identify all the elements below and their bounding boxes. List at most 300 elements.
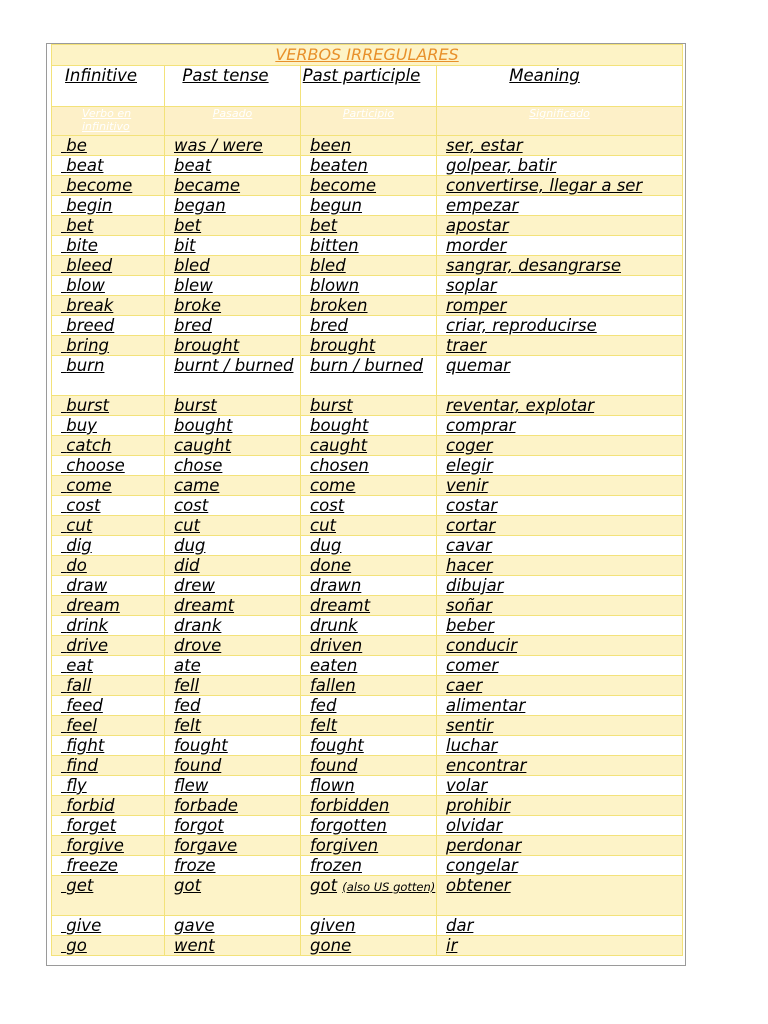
verb-infinitive: draw bbox=[66, 576, 108, 595]
verb-past-tense-cell bbox=[165, 876, 301, 916]
verb-past-tense: caught bbox=[174, 436, 232, 455]
verb-infinitive: catch bbox=[66, 436, 112, 455]
verb-meaning: venir bbox=[446, 476, 488, 495]
verb-past-tense-cell bbox=[165, 336, 301, 356]
verb-past-participle-cell bbox=[301, 556, 437, 576]
verb-infinitive-cell bbox=[52, 756, 165, 776]
verb-past-tense: beat bbox=[174, 156, 212, 175]
verb-past-participle-cell bbox=[301, 656, 437, 676]
verb-meaning: empezar bbox=[446, 196, 519, 215]
verb-infinitive: bet bbox=[66, 216, 94, 235]
verb-past-participle-cell bbox=[301, 296, 437, 316]
verb-past-participle: bought bbox=[310, 416, 369, 435]
verb-past-tense-cell bbox=[165, 676, 301, 696]
verb-past-tense-cell bbox=[165, 396, 301, 416]
verb-past-tense: did bbox=[174, 556, 200, 575]
verb-past-tense-cell bbox=[165, 556, 301, 576]
verb-infinitive: feel bbox=[66, 716, 97, 735]
verb-meaning: dibujar bbox=[446, 576, 504, 595]
verb-past-tense: chose bbox=[174, 456, 223, 475]
verb-past-tense: became bbox=[174, 176, 241, 195]
verb-past-tense: bled bbox=[174, 256, 210, 275]
verb-meaning: sangrar, desangrarse bbox=[446, 256, 621, 275]
table-row bbox=[52, 776, 683, 796]
verb-infinitive-cell bbox=[52, 136, 165, 156]
verb-infinitive-cell bbox=[52, 316, 165, 336]
table-row bbox=[52, 936, 683, 956]
verb-past-participle: given bbox=[310, 916, 356, 935]
verb-infinitive: burst bbox=[66, 396, 110, 415]
verb-infinitive-cell bbox=[52, 476, 165, 496]
subheader-past-participle: Participio bbox=[301, 107, 437, 136]
verb-past-participle-cell bbox=[301, 536, 437, 556]
verb-past-tense: ate bbox=[174, 656, 201, 675]
verb-past-participle-cell bbox=[301, 316, 437, 336]
verb-past-tense-cell bbox=[165, 216, 301, 236]
verb-past-tense: drank bbox=[174, 616, 222, 635]
verb-past-tense: fought bbox=[174, 736, 228, 755]
verb-meaning-cell bbox=[437, 436, 683, 456]
verb-past-tense-cell bbox=[165, 176, 301, 196]
verb-past-tense-cell bbox=[165, 356, 301, 396]
verb-infinitive-cell bbox=[52, 636, 165, 656]
verb-infinitive-cell bbox=[52, 496, 165, 516]
verb-past-participle-cell bbox=[301, 176, 437, 196]
verb-infinitive-cell bbox=[52, 456, 165, 476]
verb-meaning: quemar bbox=[446, 356, 511, 375]
verb-meaning-cell bbox=[437, 696, 683, 716]
table-row bbox=[52, 556, 683, 576]
table-row bbox=[52, 596, 683, 616]
verb-past-tense: bred bbox=[174, 316, 212, 335]
verb-meaning-cell bbox=[437, 316, 683, 336]
verb-infinitive: fly bbox=[66, 776, 87, 795]
verb-meaning-cell bbox=[437, 656, 683, 676]
verb-past-participle: bitten bbox=[310, 236, 359, 255]
verb-infinitive: dig bbox=[66, 536, 92, 555]
verb-infinitive-cell bbox=[52, 616, 165, 636]
table-row bbox=[52, 456, 683, 476]
verb-meaning: congelar bbox=[446, 856, 518, 875]
verb-meaning: soplar bbox=[446, 276, 497, 295]
verb-meaning-cell bbox=[437, 156, 683, 176]
verb-infinitive-cell bbox=[52, 236, 165, 256]
verb-meaning-cell bbox=[437, 936, 683, 956]
verb-meaning: traer bbox=[446, 336, 487, 355]
table-row bbox=[52, 476, 683, 496]
verb-past-tense: burnt / burned bbox=[174, 356, 294, 375]
table-row bbox=[52, 696, 683, 716]
verb-infinitive: feed bbox=[66, 696, 103, 715]
table-title: VERBOS IRREGULARES bbox=[52, 45, 683, 66]
verb-rows bbox=[52, 136, 683, 956]
verb-past-tense-cell bbox=[165, 616, 301, 636]
verb-past-tense-cell bbox=[165, 256, 301, 276]
verb-past-tense: brought bbox=[174, 336, 240, 355]
verb-meaning: olvidar bbox=[446, 816, 503, 835]
verb-meaning-cell bbox=[437, 916, 683, 936]
verb-infinitive-cell bbox=[52, 436, 165, 456]
verb-meaning-cell bbox=[437, 356, 683, 396]
verb-past-participle: cost bbox=[310, 496, 345, 515]
verb-meaning-cell bbox=[437, 416, 683, 436]
verb-meaning-cell bbox=[437, 196, 683, 216]
subheader-infinitive: Verbo en infinitivo bbox=[52, 107, 165, 136]
verb-past-participle: caught bbox=[310, 436, 368, 455]
table-row bbox=[52, 196, 683, 216]
table-row bbox=[52, 676, 683, 696]
verb-past-participle: flown bbox=[310, 776, 355, 795]
verb-past-tense: came bbox=[174, 476, 220, 495]
verb-meaning: obtener bbox=[446, 876, 511, 895]
verb-meaning-cell bbox=[437, 496, 683, 516]
verb-meaning: convertirse, llegar a ser bbox=[446, 176, 643, 195]
verb-meaning-cell bbox=[437, 856, 683, 876]
verb-past-tense-cell bbox=[165, 596, 301, 616]
verb-past-participle: drawn bbox=[310, 576, 362, 595]
table-row bbox=[52, 236, 683, 256]
verb-infinitive-cell bbox=[52, 216, 165, 236]
verb-past-participle-cell bbox=[301, 216, 437, 236]
verb-infinitive-cell bbox=[52, 176, 165, 196]
verb-infinitive: drink bbox=[66, 616, 109, 635]
table-row bbox=[52, 876, 683, 916]
verb-past-participle-cell bbox=[301, 436, 437, 456]
verb-past-participle-cell bbox=[301, 616, 437, 636]
verb-past-tense: bit bbox=[174, 236, 196, 255]
verb-meaning-cell bbox=[437, 756, 683, 776]
table-row bbox=[52, 656, 683, 676]
verb-past-tense-cell bbox=[165, 936, 301, 956]
verb-infinitive: be bbox=[66, 136, 87, 155]
verb-meaning-cell bbox=[437, 616, 683, 636]
verb-meaning-cell bbox=[437, 396, 683, 416]
verb-past-tense-cell bbox=[165, 536, 301, 556]
verb-past-tense: forgot bbox=[174, 816, 224, 835]
verb-meaning: ir bbox=[446, 936, 458, 955]
verb-infinitive: eat bbox=[66, 656, 93, 675]
verb-past-tense-cell bbox=[165, 636, 301, 656]
table-row bbox=[52, 576, 683, 596]
table-row bbox=[52, 616, 683, 636]
verb-past-participle-cell bbox=[301, 276, 437, 296]
verb-meaning: volar bbox=[446, 776, 488, 795]
verb-infinitive: get bbox=[66, 876, 94, 895]
verb-past-participle: forgotten bbox=[310, 816, 387, 835]
header-past-participle: Past participle bbox=[301, 66, 437, 107]
verb-meaning: dar bbox=[446, 916, 474, 935]
verb-past-participle: eaten bbox=[310, 656, 358, 675]
verb-past-tense: went bbox=[174, 936, 215, 955]
verb-past-participle: fallen bbox=[310, 676, 356, 695]
verb-meaning: perdonar bbox=[446, 836, 522, 855]
verb-infinitive: freeze bbox=[66, 856, 118, 875]
table-row bbox=[52, 516, 683, 536]
verb-past-tense: began bbox=[174, 196, 226, 215]
verb-past-participle: bred bbox=[310, 316, 348, 335]
verb-past-tense-cell bbox=[165, 516, 301, 536]
verb-meaning-cell bbox=[437, 236, 683, 256]
verb-past-tense-cell bbox=[165, 916, 301, 936]
verb-past-tense-cell bbox=[165, 716, 301, 736]
verb-meaning-cell bbox=[437, 296, 683, 316]
verb-meaning: comer bbox=[446, 656, 499, 675]
verb-infinitive-cell bbox=[52, 336, 165, 356]
verb-infinitive: bleed bbox=[66, 256, 113, 275]
verb-past-tense-cell bbox=[165, 816, 301, 836]
verb-past-participle-cell bbox=[301, 396, 437, 416]
table-row bbox=[52, 736, 683, 756]
verb-past-participle-cell bbox=[301, 136, 437, 156]
verb-past-tense-cell bbox=[165, 576, 301, 596]
verb-past-participle-cell bbox=[301, 676, 437, 696]
verb-past-tense-cell bbox=[165, 416, 301, 436]
verb-past-participle: come bbox=[310, 476, 356, 495]
verb-past-participle: felt bbox=[310, 716, 338, 735]
verb-past-participle: dug bbox=[310, 536, 342, 555]
verb-infinitive: buy bbox=[66, 416, 97, 435]
verb-infinitive: bite bbox=[66, 236, 98, 255]
verb-past-tense: bought bbox=[174, 416, 233, 435]
verb-past-participle: been bbox=[310, 136, 352, 155]
verb-meaning: cortar bbox=[446, 516, 496, 535]
verb-meaning: elegir bbox=[446, 456, 493, 475]
verb-past-participle-cell bbox=[301, 236, 437, 256]
verb-past-tense: forgave bbox=[174, 836, 238, 855]
verb-past-participle: forbidden bbox=[310, 796, 390, 815]
verb-past-tense: drew bbox=[174, 576, 215, 595]
verb-past-participle-cell bbox=[301, 196, 437, 216]
verb-past-tense: cost bbox=[174, 496, 209, 515]
table-row bbox=[52, 496, 683, 516]
verb-past-tense-cell bbox=[165, 156, 301, 176]
verb-past-participle: frozen bbox=[310, 856, 362, 875]
irregular-verbs-table bbox=[51, 44, 683, 956]
verb-past-tense: bet bbox=[174, 216, 202, 235]
verb-past-participle: cut bbox=[310, 516, 336, 535]
verb-infinitive-cell bbox=[52, 856, 165, 876]
verb-past-tense: froze bbox=[174, 856, 216, 875]
verb-infinitive: dream bbox=[66, 596, 120, 615]
table-row bbox=[52, 316, 683, 336]
verb-infinitive-cell bbox=[52, 776, 165, 796]
verb-past-participle: dreamt bbox=[310, 596, 371, 615]
verb-meaning: soñar bbox=[446, 596, 493, 615]
verb-meaning-cell bbox=[437, 676, 683, 696]
verb-infinitive-cell bbox=[52, 696, 165, 716]
table-row bbox=[52, 816, 683, 836]
verb-past-tense-cell bbox=[165, 736, 301, 756]
verb-past-tense-cell bbox=[165, 476, 301, 496]
table-row bbox=[52, 416, 683, 436]
verb-meaning: comprar bbox=[446, 416, 516, 435]
verb-infinitive: begin bbox=[66, 196, 113, 215]
verb-past-participle-cell bbox=[301, 756, 437, 776]
verb-infinitive-cell bbox=[52, 876, 165, 916]
verb-past-tense: gave bbox=[174, 916, 215, 935]
verb-past-participle-cell bbox=[301, 476, 437, 496]
verb-past-participle: beaten bbox=[310, 156, 368, 175]
verb-past-participle: chosen bbox=[310, 456, 369, 475]
verb-meaning-cell bbox=[437, 136, 683, 156]
verb-meaning: golpear, batir bbox=[446, 156, 557, 175]
table-row bbox=[52, 796, 683, 816]
verb-infinitive-cell bbox=[52, 516, 165, 536]
table-row bbox=[52, 436, 683, 456]
verb-past-participle: found bbox=[310, 756, 358, 775]
verb-infinitive-cell bbox=[52, 276, 165, 296]
verb-infinitive: forget bbox=[66, 816, 117, 835]
verb-meaning: cavar bbox=[446, 536, 492, 555]
verb-past-participle-cell bbox=[301, 596, 437, 616]
verb-infinitive: breed bbox=[66, 316, 115, 335]
verb-past-tense: fed bbox=[174, 696, 201, 715]
verb-infinitive: drive bbox=[66, 636, 109, 655]
verb-past-tense-cell bbox=[165, 776, 301, 796]
verb-past-tense-cell bbox=[165, 276, 301, 296]
verb-infinitive: fall bbox=[66, 676, 92, 695]
verb-past-participle: brought bbox=[310, 336, 376, 355]
verb-past-participle-cell bbox=[301, 836, 437, 856]
verb-past-participle: driven bbox=[310, 636, 363, 655]
verb-past-tense: dug bbox=[174, 536, 206, 555]
table-row bbox=[52, 136, 683, 156]
subheader-meaning: Significado bbox=[437, 107, 683, 136]
verb-infinitive: blow bbox=[66, 276, 105, 295]
verb-infinitive: become bbox=[66, 176, 133, 195]
verb-infinitive: bring bbox=[66, 336, 110, 355]
table-row bbox=[52, 536, 683, 556]
verb-meaning-cell bbox=[437, 256, 683, 276]
verb-meaning-cell bbox=[437, 336, 683, 356]
verb-past-participle: begun bbox=[310, 196, 363, 215]
verb-infinitive-cell bbox=[52, 416, 165, 436]
verb-meaning: sentir bbox=[446, 716, 494, 735]
verb-past-tense-cell bbox=[165, 856, 301, 876]
verb-past-tense: found bbox=[174, 756, 222, 775]
table-row bbox=[52, 916, 683, 936]
verb-past-tense-cell bbox=[165, 496, 301, 516]
verb-infinitive: forgive bbox=[66, 836, 124, 855]
verb-infinitive-cell bbox=[52, 396, 165, 416]
verb-past-participle: done bbox=[310, 556, 352, 575]
table-row bbox=[52, 356, 683, 396]
verb-past-participle: fed bbox=[310, 696, 337, 715]
verb-past-tense: forbade bbox=[174, 796, 238, 815]
table-row bbox=[52, 276, 683, 296]
verb-meaning: conducir bbox=[446, 636, 517, 655]
verb-past-tense: drove bbox=[174, 636, 222, 655]
verb-past-tense-cell bbox=[165, 316, 301, 336]
verb-past-tense-cell bbox=[165, 436, 301, 456]
verb-meaning-cell bbox=[437, 796, 683, 816]
verb-infinitive-cell bbox=[52, 656, 165, 676]
verb-meaning-cell bbox=[437, 876, 683, 916]
verb-infinitive-cell bbox=[52, 556, 165, 576]
verb-meaning-cell bbox=[437, 516, 683, 536]
verb-meaning: beber bbox=[446, 616, 495, 635]
verb-past-participle-cell bbox=[301, 716, 437, 736]
table-row bbox=[52, 256, 683, 276]
verb-past-tense: fell bbox=[174, 676, 200, 695]
verb-infinitive-cell bbox=[52, 836, 165, 856]
verb-meaning: romper bbox=[446, 296, 507, 315]
verb-infinitive: find bbox=[66, 756, 98, 775]
verb-infinitive-cell bbox=[52, 536, 165, 556]
verb-past-participle-cell bbox=[301, 636, 437, 656]
verb-infinitive-cell bbox=[52, 196, 165, 216]
verb-infinitive-cell bbox=[52, 796, 165, 816]
verb-meaning-cell bbox=[437, 456, 683, 476]
verb-past-participle: broken bbox=[310, 296, 368, 315]
verb-past-participle-cell bbox=[301, 336, 437, 356]
verb-infinitive: go bbox=[66, 936, 87, 955]
verb-meaning-cell bbox=[437, 736, 683, 756]
verb-infinitive-cell bbox=[52, 736, 165, 756]
verb-past-participle-cell bbox=[301, 796, 437, 816]
verb-meaning: caer bbox=[446, 676, 483, 695]
verb-infinitive-cell bbox=[52, 356, 165, 396]
verb-past-participle: burn / burned bbox=[310, 356, 424, 375]
verb-meaning-cell bbox=[437, 176, 683, 196]
verb-infinitive: cut bbox=[66, 516, 93, 535]
verb-infinitive: give bbox=[66, 916, 102, 935]
verb-past-participle-cell bbox=[301, 156, 437, 176]
verb-infinitive-cell bbox=[52, 716, 165, 736]
table-row bbox=[52, 856, 683, 876]
verb-meaning: coger bbox=[446, 436, 493, 455]
verb-past-participle-cell bbox=[301, 576, 437, 596]
verb-infinitive: cost bbox=[66, 496, 101, 515]
verb-past-tense-cell bbox=[165, 756, 301, 776]
verb-infinitive: choose bbox=[66, 456, 125, 475]
verb-meaning: costar bbox=[446, 496, 498, 515]
verb-past-tense-cell bbox=[165, 136, 301, 156]
verb-past-participle-cell bbox=[301, 816, 437, 836]
verb-past-tense-cell bbox=[165, 796, 301, 816]
verb-past-participle-cell bbox=[301, 936, 437, 956]
table-row bbox=[52, 296, 683, 316]
verb-past-tense: was / were bbox=[174, 136, 263, 155]
verb-past-participle-cell bbox=[301, 776, 437, 796]
verb-past-participle-cell bbox=[301, 516, 437, 536]
subheader-past-tense: Pasado bbox=[165, 107, 301, 136]
verb-infinitive: burn bbox=[66, 356, 105, 375]
verb-past-participle-cell bbox=[301, 916, 437, 936]
verb-past-participle-cell bbox=[301, 356, 437, 396]
verb-past-tense-cell bbox=[165, 696, 301, 716]
header-past-tense: Past tense bbox=[165, 66, 301, 107]
verb-past-tense-cell bbox=[165, 456, 301, 476]
verb-past-participle: burst bbox=[310, 396, 353, 415]
verb-past-tense-cell bbox=[165, 296, 301, 316]
table-row bbox=[52, 216, 683, 236]
verb-infinitive-cell bbox=[52, 816, 165, 836]
verb-meaning-cell bbox=[437, 556, 683, 576]
verb-past-participle: blown bbox=[310, 276, 360, 295]
verb-infinitive-cell bbox=[52, 256, 165, 276]
verb-infinitive-cell bbox=[52, 576, 165, 596]
header-meaning: Meaning bbox=[437, 66, 683, 107]
verb-past-participle: bled bbox=[310, 256, 346, 275]
verb-meaning: morder bbox=[446, 236, 507, 255]
verb-meaning: ser, estar bbox=[446, 136, 523, 155]
verb-meaning-cell bbox=[437, 596, 683, 616]
verb-meaning: encontrar bbox=[446, 756, 527, 775]
verb-meaning-cell bbox=[437, 836, 683, 856]
verb-meaning-cell bbox=[437, 816, 683, 836]
verb-infinitive: fight bbox=[66, 736, 105, 755]
